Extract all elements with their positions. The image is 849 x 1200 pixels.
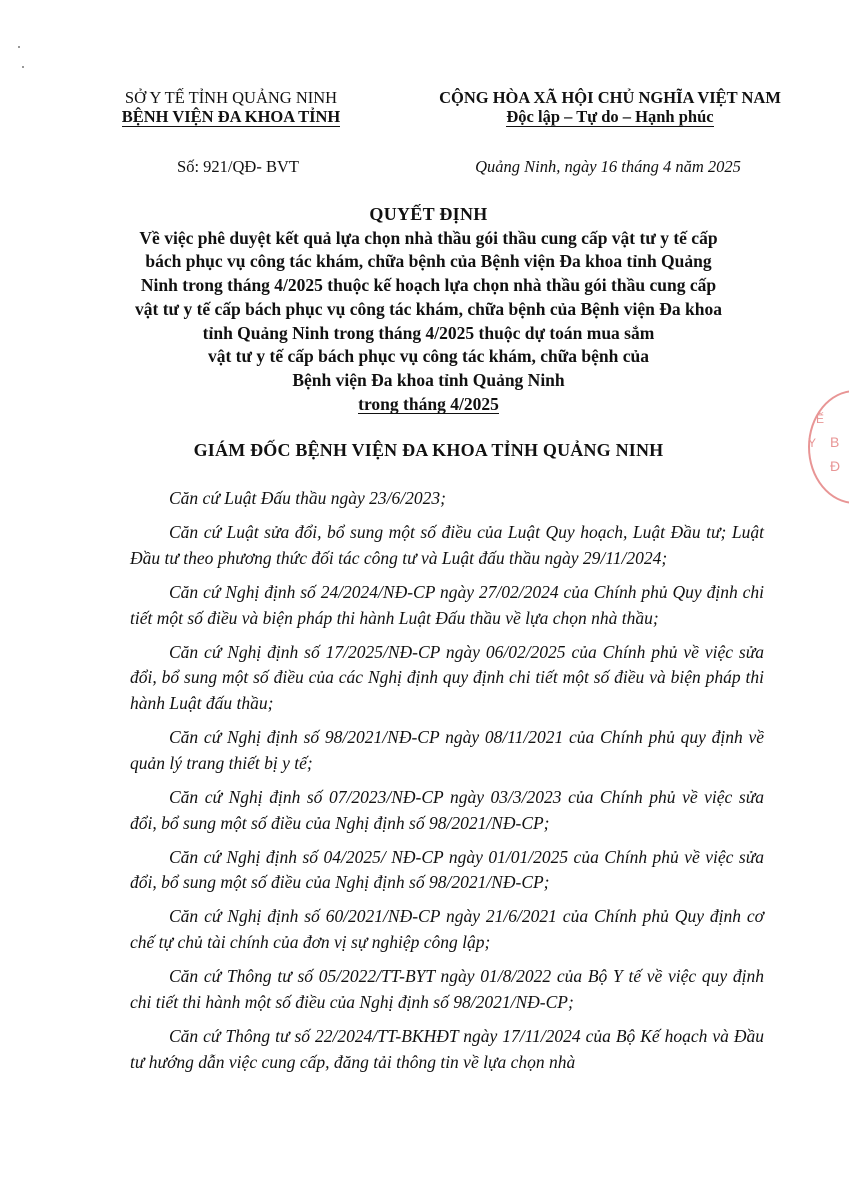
legal-basis: Căn cứ Thông tư số 22/2024/TT-BKHĐT ngày 17/11/2024 của Bộ Kế hoạch và Đầu tư hướng dẫn việc cung cấp, đăng tải thông tin về lựa chọn nhà <box>130 1026 764 1072</box>
country-name: CỘNG HÒA XÃ HỘI CHỦ NGHĨA VIỆT NAM <box>439 88 781 107</box>
title-line: bách phục vụ công tác khám, chữa bệnh của Bệnh viện Đa khoa tỉnh Quảng <box>145 251 712 272</box>
legal-basis: Căn cứ Luật Đấu thầu ngày 23/6/2023; <box>169 488 446 508</box>
official-stamp: Ế Y B Đ <box>808 390 849 504</box>
legal-basis: Căn cứ Nghị định số 24/2024/NĐ-CP ngày 27/02/2024 của Chính phủ Quy định chi tiết một số điều và biện pháp thi hành Luật Đấu thầu về lựa chọn nhà thầu; <box>130 581 764 628</box>
legal-basis: Căn cứ Thông tư số 05/2022/TT-BYT ngày 01/8/2022 của Bộ Y tế về việc quy định chi tiết thi hành một số điều của Nghị định số 98/2021/NĐ-CP; <box>130 966 764 1013</box>
agency-parent: SỞ Y TẾ TỈNH QUẢNG NINH <box>124 88 338 107</box>
document-title <box>80 203 777 416</box>
legal-basis: Căn cứ Nghị định số 04/2025/ NĐ-CP ngày 01/01/2025 của Chính phủ về việc sửa đổi, bổ sung một số điều của Nghị định số 98/2021/NĐ-CP; <box>130 846 764 893</box>
issuing-agency <box>100 88 362 127</box>
document-number: Số: 921/QĐ- BVT <box>177 157 299 176</box>
title-line: trong tháng 4/2025 <box>358 393 499 414</box>
legal-basis: Căn cứ Luật sửa đổi, bổ sung một số điều của Luật Quy hoạch, Luật Đầu tư; Luật Đầu tư theo phương thức đối tác công tư và Luật đấu thầu ngày 29/11/2024; <box>130 521 764 568</box>
title-line: Bệnh viện Đa khoa tỉnh Quảng Ninh <box>292 369 565 390</box>
authority-heading: GIÁM ĐỐC BỆNH VIỆN ĐA KHOA TỈNH QUẢNG NINH <box>193 440 664 460</box>
national-motto <box>412 88 808 127</box>
title-line: Về việc phê duyệt kết quả lựa chọn nhà thầu gói thầu cung cấp vật tư y tế cấp <box>139 227 718 248</box>
legal-basis: Căn cứ Nghị định số 60/2021/NĐ-CP ngày 21/6/2021 của Chính phủ Quy định cơ chế tự chủ tài chính của đơn vị sự nghiệp công lập; <box>130 906 764 953</box>
title-heading: QUYẾT ĐỊNH <box>369 204 488 224</box>
agency-name: BỆNH VIỆN ĐA KHOA TỈNH <box>121 107 341 126</box>
document-date: Quảng Ninh, ngày 16 tháng 4 năm 2025 <box>475 157 741 176</box>
title-line: Ninh trong tháng 4/2025 thuộc kế hoạch lựa chọn nhà thầu gói thầu cung cấp <box>140 275 717 296</box>
motto: Độc lập – Tự do – Hạnh phúc <box>506 107 714 126</box>
title-line: vật tư y tế cấp bách phục vụ công tác khám, chữa bệnh của Bệnh viện Đa khoa <box>135 298 722 319</box>
title-line: vật tư y tế cấp bách phục vụ công tác khám, chữa bệnh của <box>207 346 650 367</box>
scan-speck <box>18 46 20 48</box>
legal-basis: Căn cứ Nghị định số 17/2025/NĐ-CP ngày 06/02/2025 của Chính phủ về việc sửa đổi, bổ sung một số điều của các Nghị định quy định chi tiết một số điều và biện pháp thi hành Luật đấu thầu; <box>130 641 764 714</box>
title-line: tỉnh Quảng Ninh trong tháng 4/2025 thuộc dự toán mua sắm <box>202 322 655 343</box>
legal-bases <box>130 486 764 1084</box>
legal-basis: Căn cứ Nghị định số 07/2023/NĐ-CP ngày 03/3/2023 của Chính phủ về việc sửa đổi, bổ sung một số điều của Nghị định số 98/2021/NĐ-CP; <box>130 786 764 833</box>
legal-basis: Căn cứ Nghị định số 98/2021/NĐ-CP ngày 08/11/2021 của Chính phủ quy định về quản lý trang thiết bị y tế; <box>130 727 764 773</box>
scan-speck <box>22 66 24 68</box>
